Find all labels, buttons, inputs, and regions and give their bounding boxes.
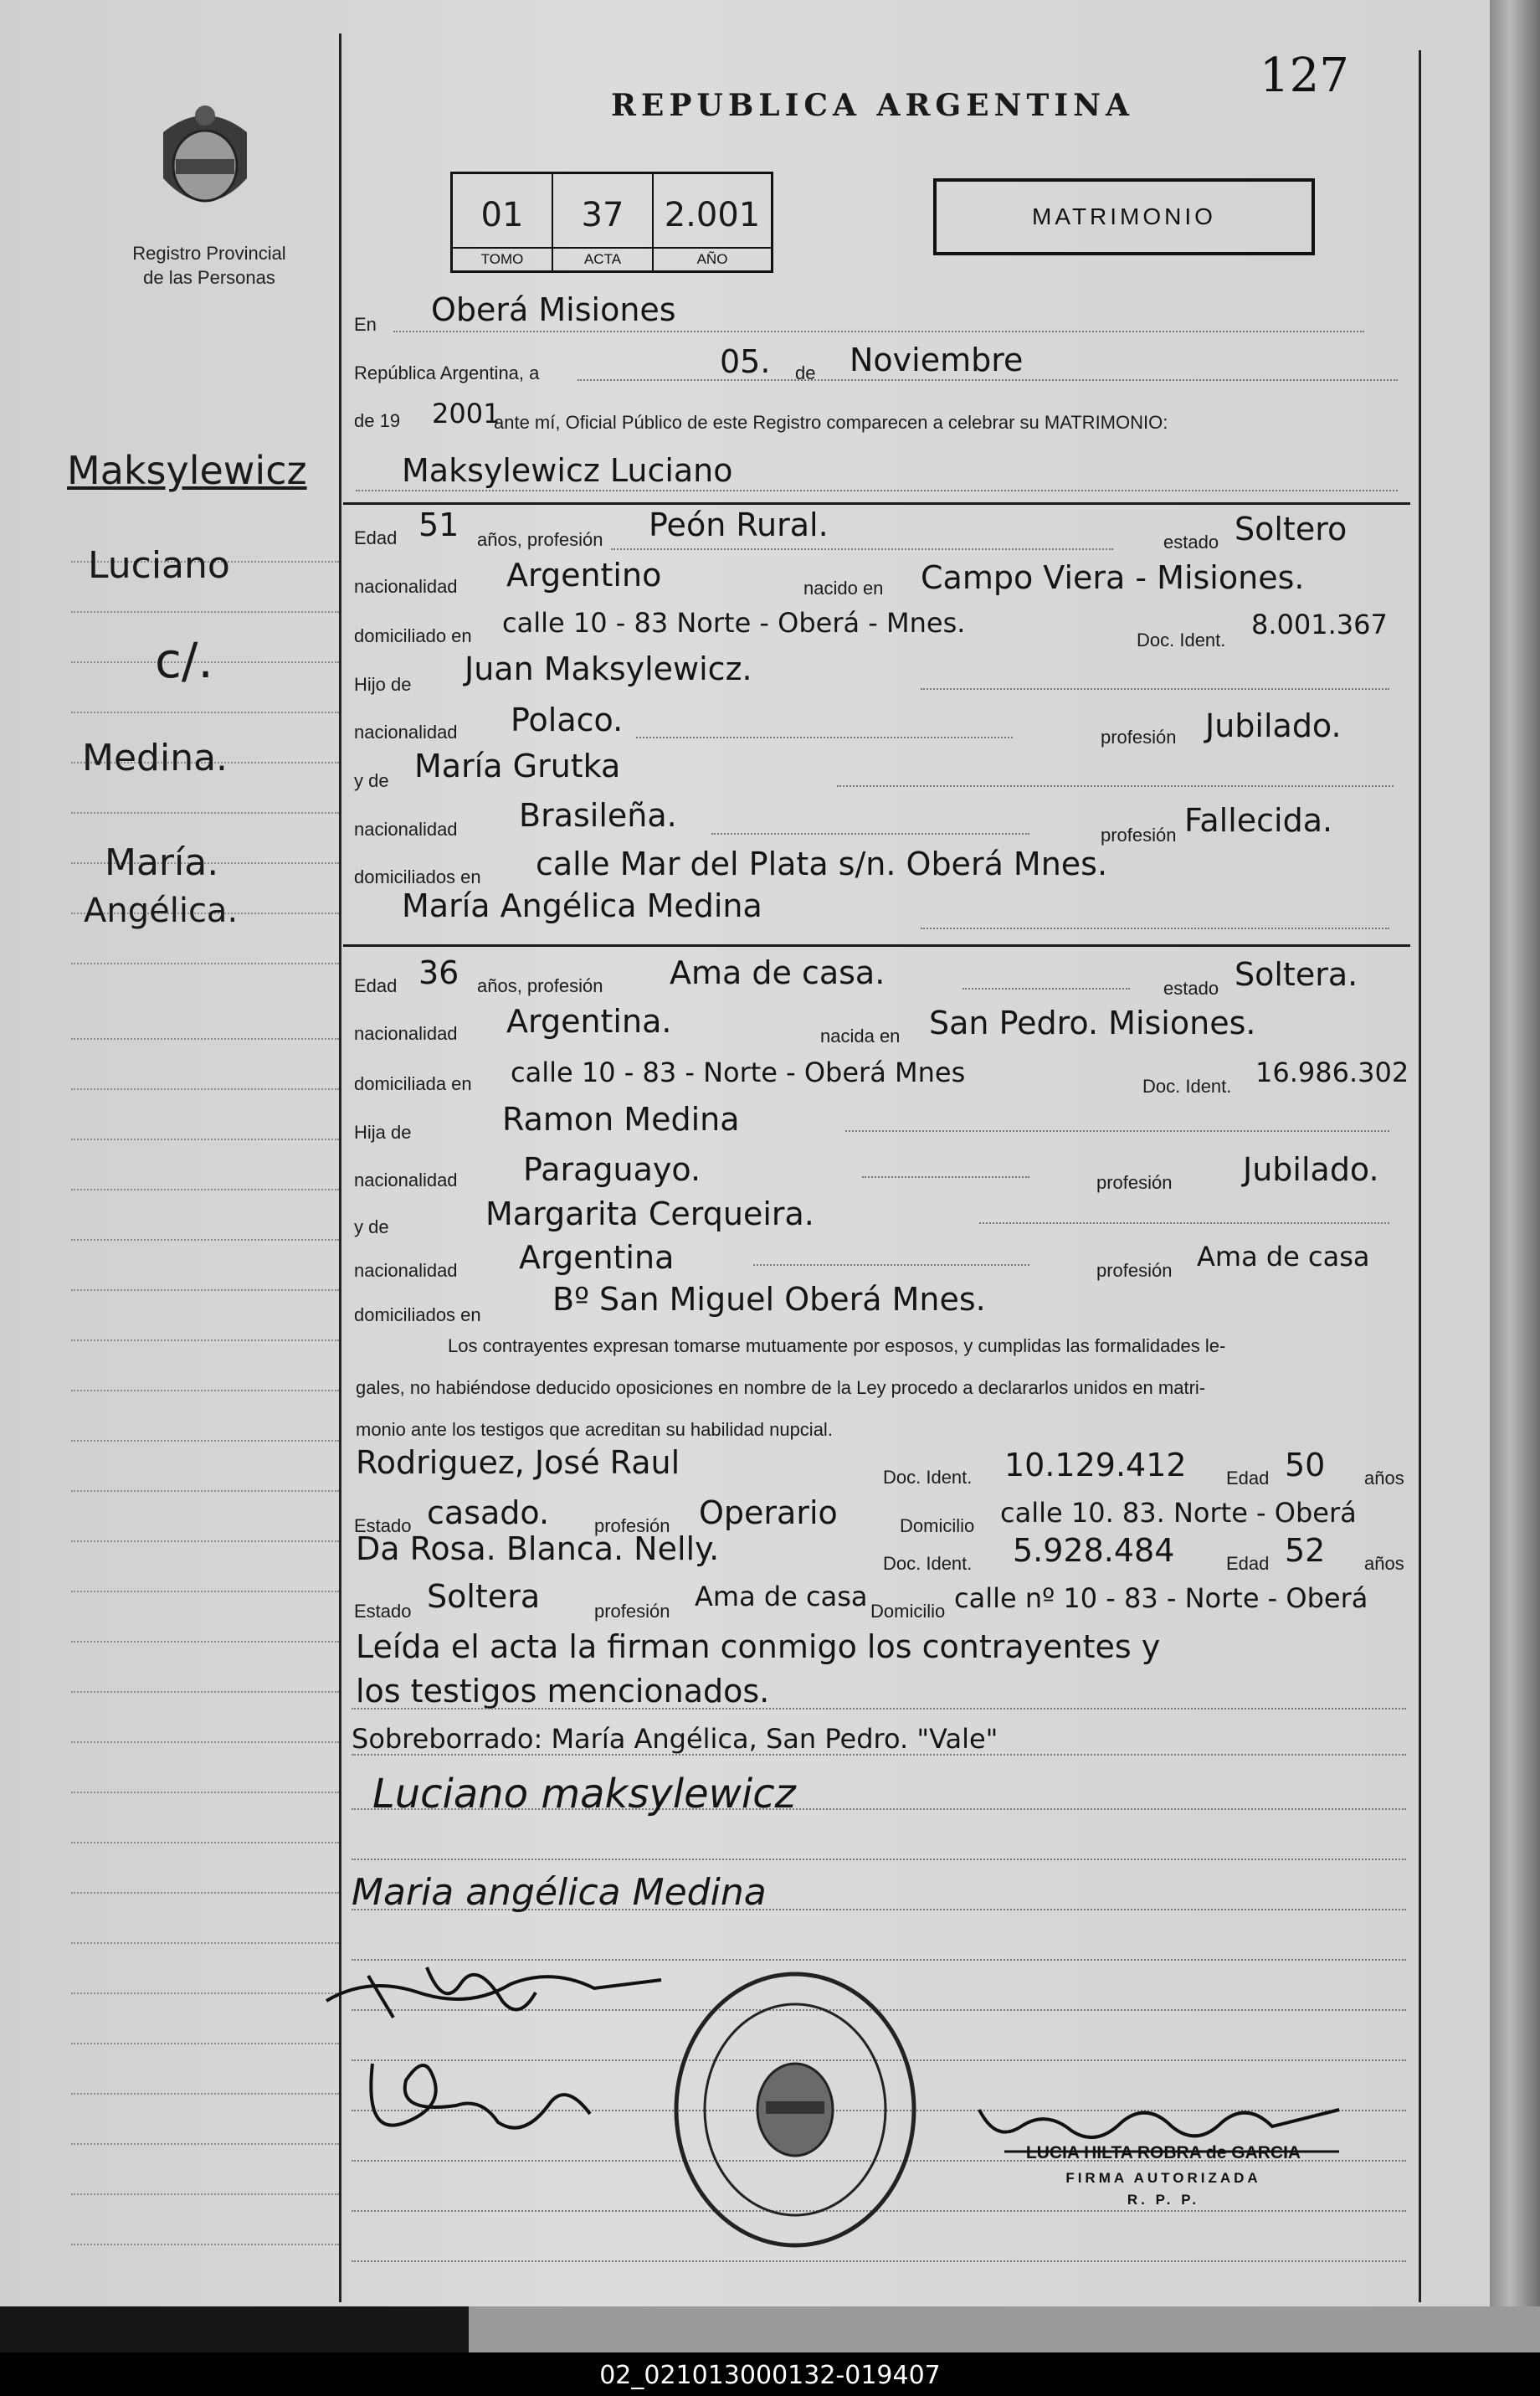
groom-father-nacionalidad-label: nacionalidad — [354, 722, 458, 743]
groom-father-profesion-label: profesión — [1101, 727, 1177, 748]
witness1-age: 50 — [1285, 1447, 1326, 1483]
witness1-doc: 10.129.412 — [1004, 1447, 1187, 1483]
bride-edad-label: Edad — [354, 975, 398, 996]
witness2-profesion-label: profesión — [594, 1601, 670, 1622]
margin-note-bride-first: María. — [105, 841, 219, 884]
section-divider — [343, 502, 1410, 505]
section-divider — [343, 944, 1410, 947]
dotted-line — [979, 1222, 1389, 1224]
dotted-line — [963, 988, 1130, 990]
witness2-signature-scribble — [356, 2047, 607, 2147]
groom-profession: Peón Rural. — [649, 506, 829, 543]
ano-label: AÑO — [654, 247, 771, 270]
groom-y-de-label: y de — [354, 770, 389, 791]
witness1-profession: Operario — [699, 1494, 838, 1531]
witness1-profesion-label: profesión — [594, 1515, 670, 1536]
dotted-line — [611, 548, 1113, 550]
bride-mother-nacionalidad-label: nacionalidad — [354, 1260, 458, 1281]
bride-father-profession: Jubilado. — [1243, 1151, 1379, 1188]
declaration-line-1: Los contrayentes expresan tomarse mutuamente por esposos, y cumplidas las formalidades le- — [448, 1335, 1226, 1356]
ano-box — [654, 174, 771, 270]
bride-father-profesion-label: profesión — [1096, 1172, 1173, 1193]
dotted-line — [753, 1264, 1029, 1266]
groom-domiciliado-label: domiciliado en — [354, 625, 472, 646]
folio-number: 127 — [1260, 49, 1349, 103]
bride-nationality: Argentina. — [506, 1003, 672, 1040]
groom-mother-nationality: Brasileña. — [519, 797, 677, 834]
bride-address: calle 10 - 83 - Norte - Oberá Mnes — [511, 1057, 966, 1088]
groom-name: Maksylewicz Luciano — [402, 452, 733, 489]
de-label: de — [795, 362, 816, 383]
witness2-civil-status: Soltera — [427, 1578, 541, 1615]
witness1-estado-label: Estado — [354, 1515, 412, 1536]
acta-label: ACTA — [553, 247, 652, 270]
dotted-line — [837, 785, 1394, 787]
bride-parents-address: Bº San Miguel Oberá Mnes. — [552, 1281, 986, 1318]
witness1-domicilio-label: Domicilio — [900, 1515, 975, 1536]
witness1-doc-label: Doc. Ident. — [883, 1467, 973, 1488]
bride-civil-status: Soltera. — [1235, 956, 1358, 993]
groom-mother-profesion-label: profesión — [1101, 825, 1177, 846]
witness1-edad-label: Edad — [1226, 1468, 1270, 1489]
witness1-anos-label: años — [1364, 1468, 1404, 1489]
bride-mother-profesion-label: profesión — [1096, 1260, 1173, 1281]
bride-doc: 16.986.302 — [1255, 1057, 1409, 1088]
groom-father: Juan Maksylewicz. — [465, 650, 752, 687]
bride-signature: Maria angélica Medina — [352, 1871, 767, 1914]
groom-father-profession: Jubilado. — [1205, 707, 1342, 744]
bride-nacida-label: nacida en — [820, 1026, 901, 1046]
republica-label: República Argentina, a — [354, 362, 540, 383]
book-spine — [1490, 0, 1540, 2306]
dotted-line — [356, 490, 1398, 491]
witness2-edad-label: Edad — [1226, 1553, 1270, 1574]
witness2-address: calle nº 10 - 83 - Norte - Oberá — [954, 1582, 1368, 1614]
dotted-line — [845, 1130, 1389, 1132]
year-value: 2001 — [432, 398, 501, 429]
bride-domiciliada-label: domiciliada en — [354, 1073, 472, 1094]
bride-father-nationality: Paraguayo. — [523, 1151, 701, 1188]
groom-doc-label: Doc. Ident. — [1137, 630, 1226, 650]
groom-parents-domicilio-label: domiciliados en — [354, 866, 481, 887]
witness2-profession: Ama de casa — [695, 1581, 868, 1612]
bride-profession: Ama de casa. — [670, 954, 886, 991]
bride-anos-profesion-label: años, profesión — [477, 975, 603, 996]
witness1-signature-scribble — [318, 1942, 670, 2034]
groom-address: calle 10 - 83 Norte - Oberá - Mnes. — [502, 607, 966, 639]
groom-nationality: Argentino — [506, 557, 662, 594]
month-value: Noviembre — [850, 342, 1024, 378]
witness1-name: Rodriguez, José Raul — [356, 1444, 680, 1481]
bride-name: María Angélica Medina — [402, 887, 762, 924]
bride-hija-de-label: Hija de — [354, 1122, 412, 1143]
groom-hijo-de-label: Hijo de — [354, 674, 412, 695]
official-title: FIRMA AUTORIZADA — [1065, 2170, 1261, 2186]
witness2-domicilio-label: Domicilio — [870, 1601, 946, 1622]
witness2-name: Da Rosa. Blanca. Nelly. — [356, 1530, 720, 1567]
registry-name-line1: Registro Provincial — [132, 243, 286, 264]
groom-age: 51 — [418, 506, 459, 543]
dotted-line — [862, 1176, 1029, 1178]
margin-note-first-name: Luciano — [88, 544, 230, 587]
dotted-line — [393, 331, 1364, 332]
groom-nacionalidad-label: nacionalidad — [354, 576, 458, 597]
groom-doc: 8.001.367 — [1251, 609, 1388, 640]
declaration-line-2: gales, no habiéndose deducido oposiciones en nombre de la Ley procedo a declararlos unidos en matri- — [356, 1377, 1206, 1398]
groom-parents-address: calle Mar del Plata s/n. Oberá Mnes. — [536, 846, 1108, 882]
bride-mother: Margarita Cerqueira. — [485, 1195, 814, 1232]
declaration-line-3: monio ante los testigos que acreditan su habilidad nupcial. — [356, 1419, 833, 1440]
registry-name-line2: de las Personas — [143, 267, 275, 288]
witness2-age: 52 — [1285, 1532, 1326, 1569]
record-boxes — [450, 172, 773, 273]
groom-edad-label: Edad — [354, 527, 398, 548]
authorized-signature-block — [988, 2143, 1339, 2208]
groom-mother-nacionalidad-label: nacionalidad — [354, 819, 458, 840]
bride-age: 36 — [418, 954, 459, 991]
bride-doc-label: Doc. Ident. — [1142, 1076, 1232, 1097]
margin-note-surname: Maksylewicz — [67, 448, 307, 493]
groom-mother-profession: Fallecida. — [1184, 802, 1333, 839]
closing-line-2: los testigos mencionados. — [356, 1673, 770, 1710]
witness1-civil-status: casado. — [427, 1494, 550, 1531]
groom-birthplace: Campo Viera - Misiones. — [921, 559, 1305, 596]
bride-y-de-label: y de — [354, 1216, 389, 1237]
coat-of-arms-icon — [151, 99, 259, 224]
dotted-line — [711, 833, 1029, 835]
bride-birthplace: San Pedro. Misiones. — [929, 1005, 1256, 1041]
groom-civil-status: Soltero — [1235, 511, 1348, 548]
bride-father: Ramon Medina — [502, 1101, 740, 1138]
official-stamp-icon — [670, 1967, 921, 2252]
groom-mother: María Grutka — [414, 748, 621, 784]
witness1-address: calle 10. 83. Norte - Oberá — [1000, 1497, 1357, 1529]
dotted-line — [921, 928, 1389, 929]
tomo-label: TOMO — [453, 247, 552, 270]
right-rule — [1419, 50, 1421, 2302]
file-footer — [0, 2352, 1540, 2396]
acta-value: 37 — [581, 196, 624, 234]
acta-box — [553, 174, 654, 270]
official-office: R. P. P. — [1127, 2192, 1200, 2208]
bride-nacionalidad-label: nacionalidad — [354, 1023, 458, 1044]
year-prefix: de 19 — [354, 410, 401, 431]
groom-anos-profesion-label: años, profesión — [477, 529, 603, 550]
tomo-box — [453, 174, 553, 270]
groom-nacido-label: nacido en — [803, 578, 884, 599]
official-name: LUCIA HILTA ROBRA de GARCIA — [1025, 2143, 1301, 2162]
bride-parents-domicilio-label: domiciliados en — [354, 1304, 481, 1325]
place-value: Oberá Misiones — [431, 291, 676, 328]
ano-value: 2.001 — [664, 196, 761, 234]
closing-line-3: Sobreborrado: María Angélica, San Pedro. "Vale" — [352, 1723, 998, 1755]
closing-line-1: Leída el acta la firman conmigo los contrayentes y — [356, 1628, 1161, 1665]
witness2-anos-label: años — [1364, 1553, 1404, 1574]
dotted-line — [578, 379, 1398, 381]
groom-father-nationality: Polaco. — [511, 702, 624, 738]
intro-text: ante mí, Oficial Público de este Registro comparecen a celebrar su MATRIMONIO: — [494, 412, 1168, 433]
file-id: 02_021013000132-019407 — [599, 2361, 941, 2390]
tomo-value: 01 — [480, 196, 524, 234]
bride-mother-profession: Ama de casa — [1197, 1241, 1370, 1273]
witness2-doc-label: Doc. Ident. — [883, 1553, 973, 1574]
bride-estado-label: estado — [1163, 978, 1219, 999]
day-value: 05. — [720, 343, 771, 380]
en-label: En — [354, 314, 377, 335]
witness2-doc: 5.928.484 — [1013, 1532, 1175, 1569]
margin-note-bride-second: Angélica. — [84, 892, 239, 930]
declaration-paragraph — [356, 1325, 1398, 1451]
witness2-estado-label: Estado — [354, 1601, 412, 1622]
dotted-line — [921, 688, 1389, 690]
groom-estado-label: estado — [1163, 532, 1219, 553]
bride-mother-nationality: Argentina — [519, 1239, 675, 1276]
country-title: REPUBLICA ARGENTINA — [611, 88, 1134, 123]
margin-note-bride-surname: Medina. — [82, 737, 228, 779]
act-type-box: MATRIMONIO — [933, 178, 1315, 255]
groom-signature: Luciano maksylewicz — [372, 1771, 796, 1818]
registry-name — [92, 241, 326, 290]
margin-note-with: c/. — [155, 632, 213, 689]
dotted-line — [636, 737, 1013, 738]
bride-father-nacionalidad-label: nacionalidad — [354, 1170, 458, 1190]
